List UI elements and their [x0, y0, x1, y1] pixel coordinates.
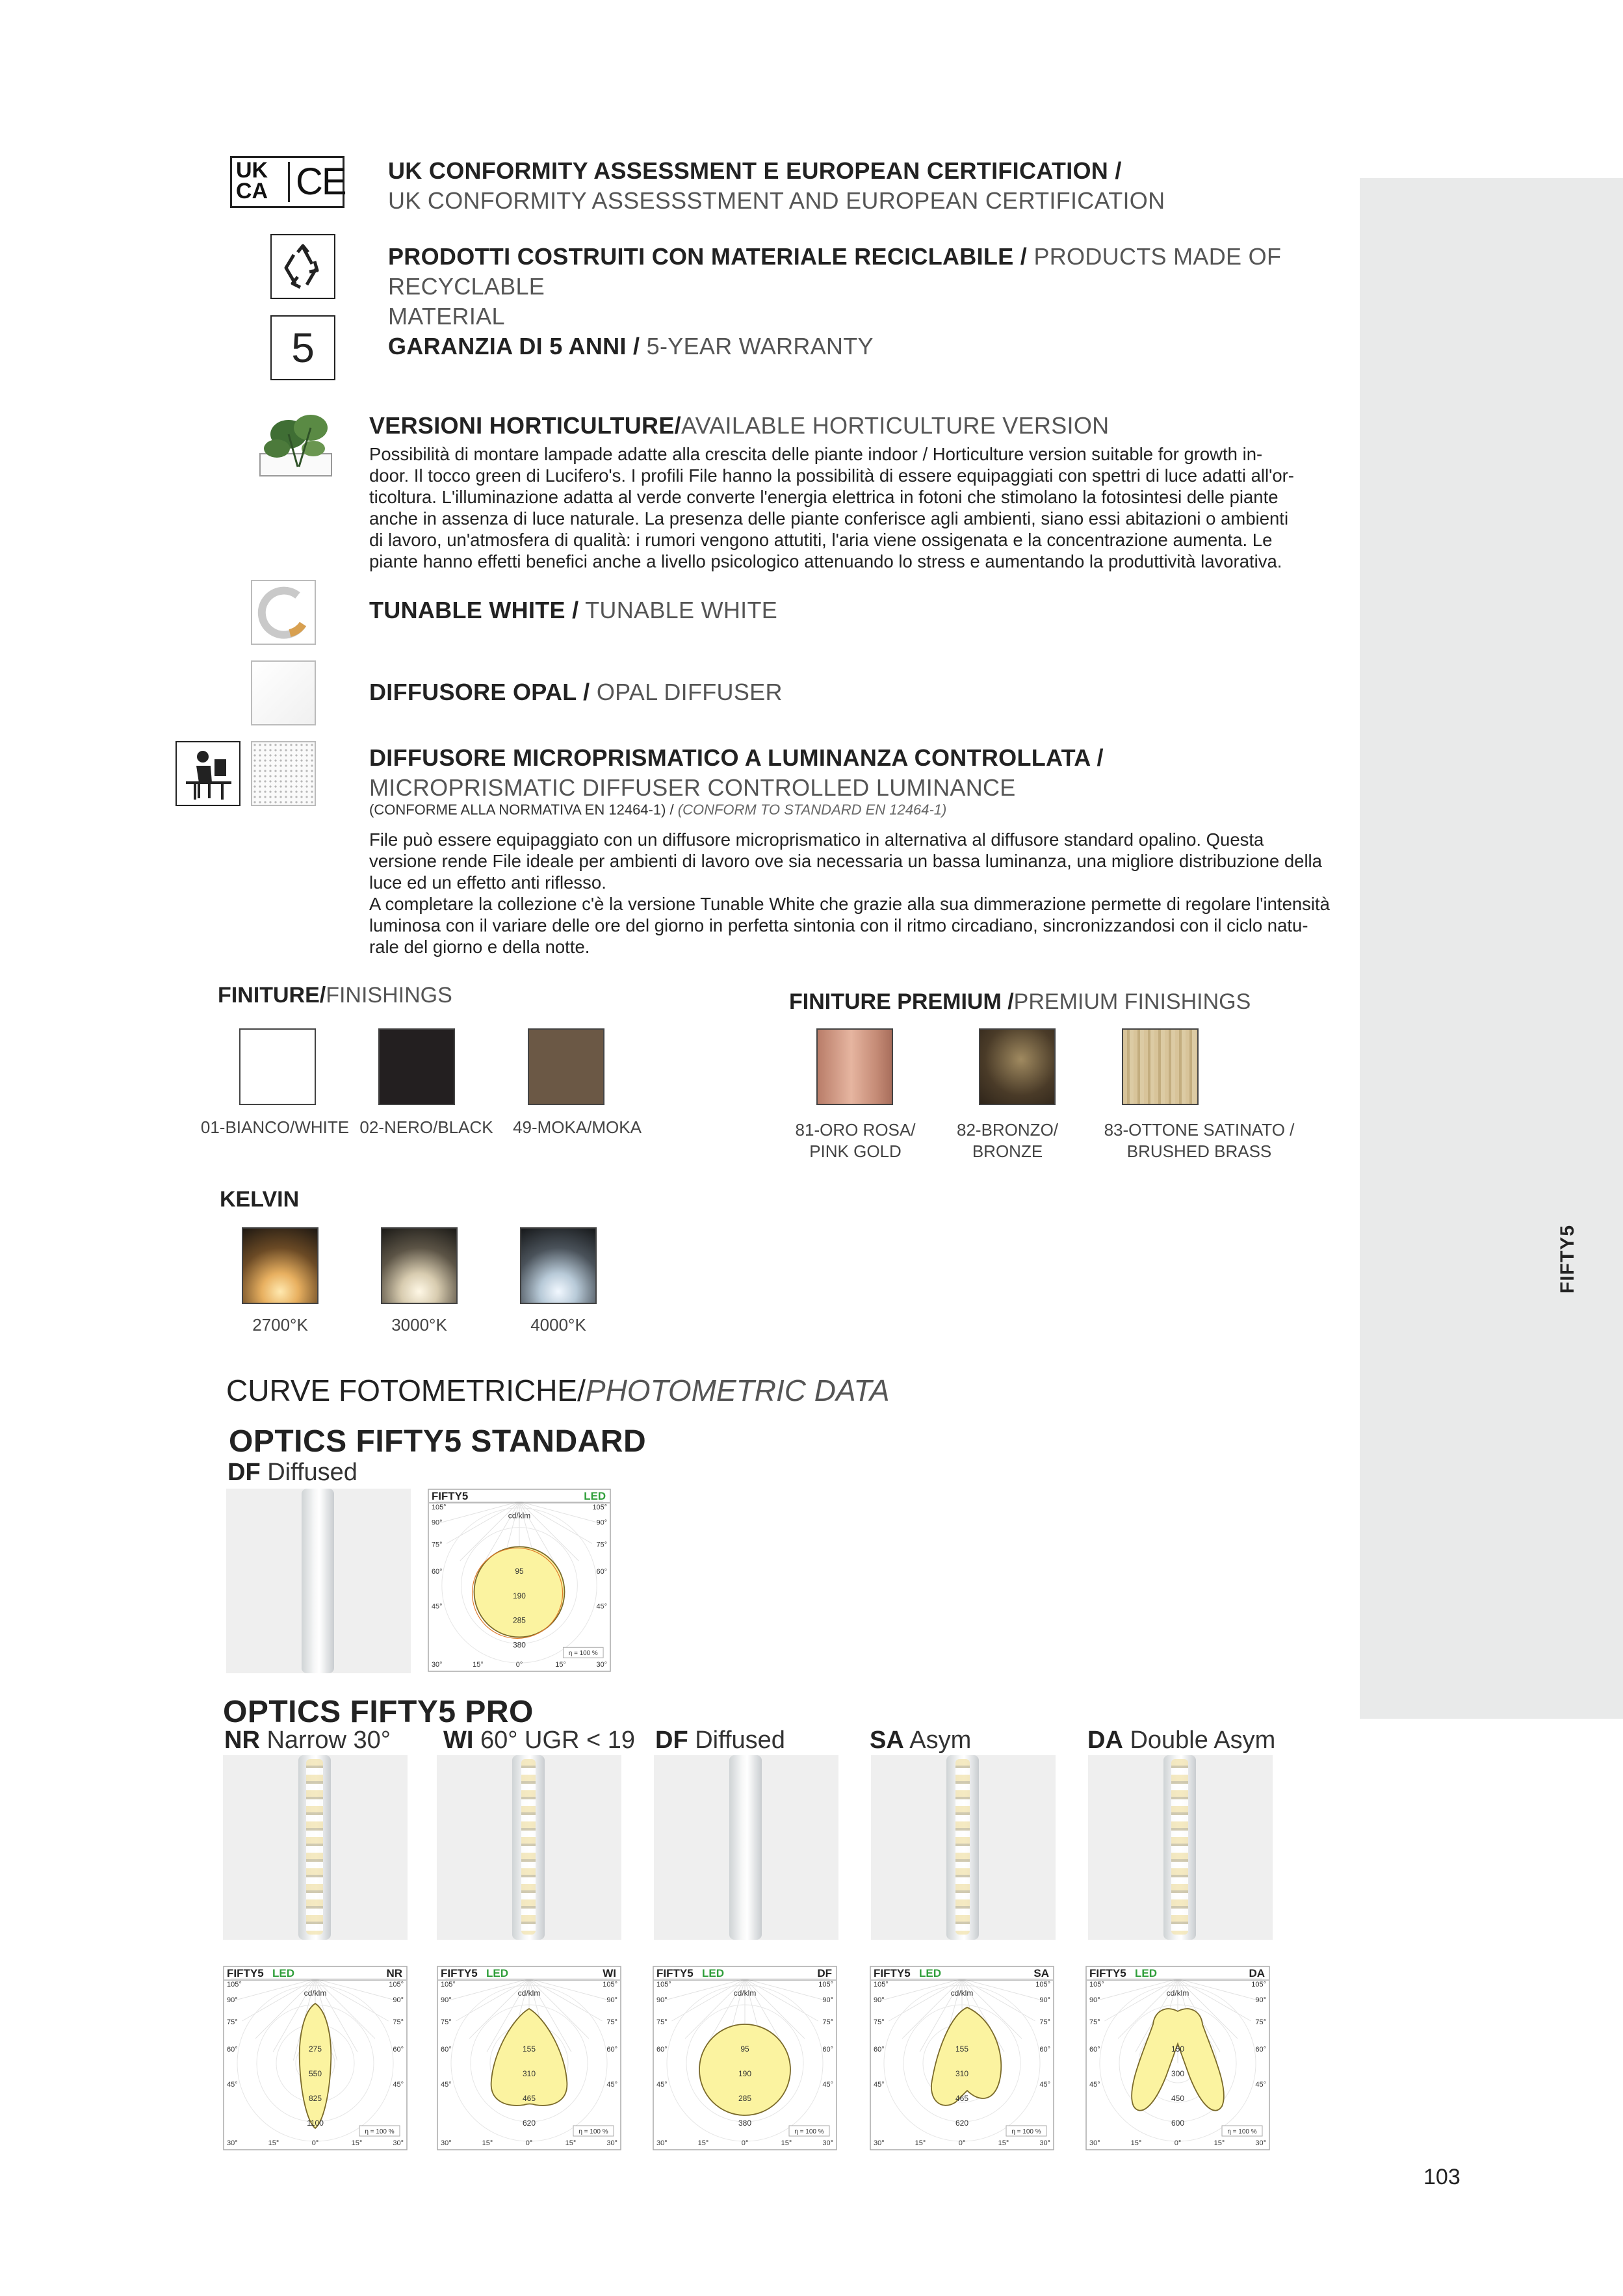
polar-angle-left: 105°	[441, 1981, 456, 1989]
premium-label-line-2: BRONZE	[972, 1141, 1043, 1161]
polar-brand: FIFTY5	[441, 1967, 478, 1979]
polar-angle-bottom: 30°	[822, 2139, 833, 2147]
polar-angle-right: 60°	[1255, 2046, 1266, 2054]
polar-angle-left: 45°	[656, 2081, 668, 2089]
microprism-title	[369, 743, 1344, 803]
polar-value-label: 620	[955, 2119, 969, 2128]
standard-df-name: Diffused	[267, 1459, 357, 1486]
polar-angle-left: 90°	[874, 1996, 885, 2004]
polar-brand: FIFTY5	[431, 1489, 469, 1502]
polar-angle-left: 75°	[441, 2018, 452, 2026]
polar-value-label: 95	[740, 2044, 749, 2054]
polar-angle-left: 45°	[1089, 2081, 1100, 2089]
ukca-mark-line-2: CA	[236, 179, 268, 203]
led-strip	[306, 1759, 323, 1935]
horticulture-line: ticoltura. L'illuminazione adatta al verde converte l'energia elettrica in fotoni che stimolano la fotosintesi delle piante	[369, 487, 1279, 507]
polar-angle-right: 75°	[596, 1541, 608, 1549]
polar-angle-right: 90°	[606, 1996, 617, 2004]
premium-title-bold: FINITURE PREMIUM /	[789, 989, 1014, 1014]
kelvin-swatch-4000	[520, 1227, 597, 1304]
polar-led: LED	[919, 1967, 941, 1979]
polar-angle-bottom: 15°	[482, 2139, 493, 2147]
ukca-title	[388, 156, 1331, 216]
polar-angle-bottom: 30°	[874, 2139, 885, 2147]
polar-eta: η = 100 %	[1227, 2128, 1257, 2135]
polar-angle-bottom: 15°	[268, 2139, 279, 2147]
premium-finishings-title	[789, 989, 1251, 1015]
horticulture-line: door. Il tocco green di Lucifero's. I profili File hanno la possibilità di essere equipaggiati con spettri di luce adatti all'or-	[369, 465, 1294, 486]
polar-code: DA	[1249, 1967, 1265, 1979]
polar-angle-left: 75°	[431, 1541, 443, 1549]
polar-angle-bottom: 15°	[555, 1661, 566, 1669]
polar-brand: FIFTY5	[656, 1967, 694, 1979]
polar-value-label: 380	[738, 2119, 752, 2128]
polar-angle-bottom: 15°	[565, 2139, 577, 2147]
polar-angle-left: 105°	[874, 1981, 889, 1989]
polar-svg	[653, 1966, 837, 2150]
polar-angle-bottom: 15°	[998, 2139, 1009, 2147]
polar-unit: cd/klm	[1166, 1989, 1189, 1998]
polar-angle-right: 45°	[596, 1602, 608, 1611]
premium-label-pink-gold	[777, 1119, 933, 1162]
microprism-title-light: MICROPRISMATIC DIFFUSER CONTROLLED LUMINANCE	[369, 774, 1016, 801]
polar-svg	[870, 1966, 1054, 2150]
finish-swatch-white	[239, 1028, 316, 1105]
polar-angle-bottom: 0°	[525, 2139, 533, 2147]
polar-led: LED	[702, 1967, 724, 1979]
standard-df-polar-chart	[428, 1489, 611, 1672]
pro-nr-heading	[224, 1727, 391, 1755]
pro-wi-product-image	[437, 1755, 621, 1940]
polar-angle-left: 60°	[227, 2046, 238, 2054]
tunable-title	[369, 595, 1344, 625]
pro-df-product-image	[654, 1755, 838, 1940]
polar-eta: η = 100 %	[578, 2128, 608, 2135]
polar-value-label: 550	[308, 2069, 322, 2078]
polar-angle-right: 45°	[1039, 2081, 1050, 2089]
premium-swatch-pink-gold	[816, 1028, 893, 1105]
horticulture-title	[369, 411, 1344, 441]
finish-swatch-black	[378, 1028, 455, 1105]
polar-angle-right: 60°	[822, 2046, 833, 2054]
polar-angle-bottom: 0°	[1174, 2139, 1182, 2147]
horticulture-title-light: AVAILABLE HORTICULTURE VERSION	[681, 412, 1110, 439]
diffused-tube	[302, 1489, 334, 1673]
polar-angle-right: 90°	[393, 1996, 404, 2004]
microprism-norm	[369, 801, 1344, 819]
premium-label-line-2: BRUSHED BRASS	[1126, 1141, 1272, 1161]
polar-angle-right: 75°	[822, 2018, 833, 2026]
pro-wi-polar-chart	[437, 1966, 621, 2150]
polar-angle-bottom: 30°	[596, 1661, 608, 1669]
plant-icon	[259, 408, 338, 477]
polar-angle-bottom: 30°	[227, 2139, 238, 2147]
pro-da-product-image	[1088, 1755, 1273, 1940]
polar-value-label: 95	[515, 1567, 524, 1576]
polar-angle-left: 45°	[431, 1602, 443, 1611]
polar-angle-right: 75°	[1255, 2018, 1266, 2026]
polar-eta: η = 100 %	[1011, 2128, 1041, 2135]
polar-angle-left: 105°	[431, 1503, 447, 1511]
polar-brand: FIFTY5	[1089, 1967, 1126, 1979]
polar-led: LED	[1135, 1967, 1157, 1979]
polar-angle-left: 90°	[441, 1996, 452, 2004]
polar-angle-left: 75°	[1089, 2018, 1100, 2026]
polar-angle-bottom: 30°	[393, 2139, 404, 2147]
kelvin-label-2700: 2700°K	[252, 1315, 308, 1335]
tunable-title-bold: TUNABLE WHITE /	[369, 597, 579, 623]
pro-da-code: DA	[1087, 1727, 1123, 1754]
warranty-title-bold: GARANZIA DI 5 ANNI /	[388, 333, 640, 359]
polar-angle-right: 90°	[1039, 1996, 1050, 2004]
pro-da-name: Double Asym	[1130, 1727, 1276, 1754]
polar-angle-bottom: 30°	[1255, 2139, 1266, 2147]
polar-angle-bottom: 30°	[656, 2139, 668, 2147]
horticulture-line: di lavoro, un'atmosfera di qualità: i rumori vengono attutiti, l'aria viene ossigenata e la concentrazione aumenta. Le	[369, 530, 1273, 550]
warranty-title-light: 5-YEAR WARRANTY	[646, 333, 874, 359]
polar-angle-bottom: 15°	[473, 1661, 484, 1669]
opal-diffuser-icon	[251, 660, 316, 725]
polar-svg	[1085, 1966, 1270, 2150]
polar-unit: cd/klm	[950, 1989, 974, 1998]
polar-value-label: 310	[955, 2069, 969, 2078]
warranty-title	[388, 332, 1331, 361]
polar-svg	[437, 1966, 621, 2150]
diffused-tube	[729, 1755, 762, 1940]
photometric-title-italic: PHOTOMETRIC DATA	[585, 1374, 890, 1407]
polar-value-label: 450	[1171, 2094, 1185, 2103]
polar-angle-bottom: 0°	[515, 1661, 523, 1669]
polar-eta: η = 100 %	[568, 1650, 598, 1658]
polar-angle-bottom: 0°	[958, 2139, 966, 2147]
polar-unit: cd/klm	[508, 1511, 531, 1520]
polar-code: DF	[817, 1967, 832, 1979]
microprism-line: luce ed un effetto anti riflesso.	[369, 872, 606, 893]
polar-value-label: 465	[522, 2094, 536, 2103]
polar-value-label: 300	[1171, 2069, 1185, 2078]
pro-nr-polar-chart	[223, 1966, 408, 2150]
polar-angle-left: 90°	[227, 1996, 238, 2004]
polar-value-label: 620	[522, 2119, 536, 2128]
pro-sa-code: SA	[870, 1727, 904, 1754]
ukca-ce-icon	[230, 156, 344, 208]
premium-swatch-brass	[1122, 1028, 1199, 1105]
pro-df-code: DF	[655, 1727, 688, 1754]
microprism-line: A completare la collezione c'è la versione Tunable White che grazie alla sua dimmerazione permette di regolare l'intensità	[369, 894, 1330, 914]
polar-angle-right: 45°	[1255, 2081, 1266, 2089]
premium-swatch-bronze	[979, 1028, 1056, 1105]
polar-angle-right: 105°	[603, 1981, 617, 1989]
premium-label-brass	[1092, 1119, 1306, 1162]
pro-nr-code: NR	[224, 1727, 260, 1754]
pro-sa-product-image	[871, 1755, 1056, 1940]
polar-angle-bottom: 30°	[431, 1661, 443, 1669]
polar-angle-bottom: 0°	[741, 2139, 749, 2147]
polar-value-label: 1100	[307, 2119, 324, 2128]
standard-df-code: DF	[227, 1459, 261, 1486]
polar-angle-left: 105°	[656, 1981, 671, 1989]
finishings-title-light: FINISHINGS	[326, 983, 452, 1008]
polar-led: LED	[486, 1967, 508, 1979]
polar-angle-right: 45°	[822, 2081, 833, 2089]
polar-value-label: 190	[513, 1591, 526, 1600]
recycle-title	[388, 242, 1331, 332]
polar-value-label: 600	[1171, 2119, 1185, 2128]
polar-angle-bottom: 15°	[697, 2139, 709, 2147]
optics-pro-title: OPTICS FIFTY5 PRO	[223, 1695, 534, 1729]
pro-df-polar-chart	[653, 1966, 837, 2150]
pro-da-polar-chart	[1085, 1966, 1270, 2150]
microprism-norm-caps: (CONFORME ALLA NORMATIVA EN 12464-1) /	[369, 802, 674, 818]
polar-angle-right: 90°	[596, 1519, 608, 1527]
pro-wi-heading	[443, 1727, 635, 1755]
polar-angle-right: 45°	[393, 2081, 404, 2089]
polar-angle-bottom: 15°	[351, 2139, 363, 2147]
polar-angle-bottom: 30°	[441, 2139, 452, 2147]
standard-df-product-image	[226, 1489, 411, 1673]
tunable-white-icon	[251, 580, 316, 645]
polar-angle-right: 105°	[592, 1503, 608, 1511]
polar-angle-right: 60°	[596, 1568, 608, 1576]
polar-unit: cd/klm	[304, 1989, 327, 1998]
ukca-divider	[288, 162, 290, 202]
led-strip	[955, 1759, 970, 1935]
finish-label-black: 02-NERO/BLACK	[359, 1117, 493, 1137]
polar-angle-left: 90°	[431, 1519, 443, 1527]
led-strip	[521, 1759, 536, 1935]
ukca-mark-line-1: UK	[236, 158, 268, 183]
microprism-diffuser-icon	[251, 741, 316, 806]
ukca-mark	[236, 160, 285, 204]
polar-code: WI	[603, 1967, 616, 1979]
opal-title-bold: DIFFUSORE OPAL /	[369, 679, 590, 705]
polar-value-label: 285	[738, 2094, 752, 2103]
photometric-title	[226, 1373, 890, 1408]
polar-code: NR	[386, 1967, 402, 1979]
polar-value-label: 285	[513, 1615, 526, 1625]
kelvin-label-4000: 4000°K	[530, 1315, 586, 1335]
pro-wi-name: 60° UGR < 19	[480, 1727, 636, 1754]
page-number: 103	[1423, 2165, 1461, 2189]
polar-angle-right: 60°	[606, 2046, 617, 2054]
opal-title	[369, 677, 1344, 707]
kelvin-swatch-3000	[381, 1227, 458, 1304]
polar-angle-right: 105°	[389, 1981, 404, 1989]
polar-code: SA	[1033, 1967, 1049, 1979]
pro-df-heading	[655, 1727, 785, 1755]
photometric-title-normal: CURVE FOTOMETRICHE/	[226, 1374, 586, 1407]
polar-led: LED	[584, 1489, 606, 1502]
polar-value-label: 275	[308, 2044, 322, 2054]
polar-value-label: 380	[513, 1640, 526, 1650]
polar-angle-left: 60°	[874, 2046, 885, 2054]
ce-mark: CE	[296, 161, 346, 203]
microprism-line: rale del giorno e della notte.	[369, 937, 590, 957]
horticulture-line: piante hanno effetti benefici anche a livello psicologico attenuando lo stress e aumentando la produttività lavorativa.	[369, 551, 1282, 571]
horticulture-line: anche in assenza di luce naturale. La presenza delle piante conferisce agli ambienti, siano essi abitazioni o ambienti	[369, 508, 1289, 528]
pro-nr-name: Narrow 30°	[266, 1727, 391, 1754]
polar-angle-right: 45°	[606, 2081, 617, 2089]
polar-svg	[223, 1966, 408, 2150]
pro-sa-heading	[870, 1727, 971, 1755]
polar-angle-bottom: 15°	[915, 2139, 926, 2147]
recycle-icon	[270, 234, 335, 299]
polar-unit: cd/klm	[517, 1989, 541, 1998]
polar-angle-right: 105°	[818, 1981, 833, 1989]
polar-angle-right: 105°	[1035, 1981, 1050, 1989]
pro-nr-product-image	[223, 1755, 408, 1940]
polar-angle-left: 90°	[1089, 1996, 1100, 2004]
finishings-title	[218, 983, 452, 1008]
kelvin-title: KELVIN	[220, 1187, 300, 1212]
polar-angle-right: 75°	[1039, 2018, 1050, 2026]
polar-angle-left: 45°	[227, 2081, 238, 2089]
polar-angle-left: 105°	[227, 1981, 242, 1989]
polar-value-label: 465	[955, 2094, 969, 2103]
microprism-line: luminosa con il variare delle ore del giorno in perfetta sintonia con il ritmo circadiano, sincronizzandosi con il ciclo natu-	[369, 915, 1308, 935]
polar-angle-bottom: 30°	[606, 2139, 617, 2147]
polar-eta: η = 100 %	[794, 2128, 824, 2135]
horticulture-text	[369, 443, 1344, 572]
polar-value-label: 155	[955, 2044, 969, 2054]
polar-angle-bottom: 30°	[1039, 2139, 1050, 2147]
polar-unit: cd/klm	[733, 1989, 757, 1998]
polar-value-label: 825	[308, 2094, 322, 2103]
pro-df-name: Diffused	[695, 1727, 785, 1754]
finish-label-white: 01-BIANCO/WHITE	[200, 1117, 350, 1137]
finishings-title-bold: FINITURE/	[218, 983, 326, 1008]
office-worker-icon	[175, 741, 240, 806]
microprism-norm-italic: (CONFORM TO STANDARD EN 12464-1)	[677, 802, 947, 818]
warranty-icon	[270, 315, 335, 380]
polar-angle-left: 60°	[656, 2046, 668, 2054]
polar-angle-left: 75°	[656, 2018, 668, 2026]
microprism-line: versione rende File ideale per ambienti di lavoro ove sia necessaria un bassa luminanza, una migliore distribuzione della	[369, 851, 1322, 871]
recycle-title-bold: PRODOTTI COSTRUITI CON MATERIALE RECICLABILE /	[388, 243, 1028, 270]
polar-angle-left: 45°	[874, 2081, 885, 2089]
premium-label-line-1: 83-OTTONE SATINATO /	[1104, 1120, 1295, 1140]
pro-sa-polar-chart	[870, 1966, 1054, 2150]
polar-angle-left: 90°	[656, 1996, 668, 2004]
standard-df-heading	[227, 1459, 357, 1487]
sidebar-panel	[1360, 178, 1623, 1719]
polar-angle-right: 75°	[606, 2018, 617, 2026]
polar-angle-right: 60°	[393, 2046, 404, 2054]
microprism-text	[369, 829, 1344, 958]
finish-label-moka: 49-MOKA/MOKA	[513, 1117, 642, 1137]
polar-angle-left: 75°	[874, 2018, 885, 2026]
polar-angle-right: 75°	[393, 2018, 404, 2026]
polar-angle-bottom: 15°	[1214, 2139, 1225, 2147]
kelvin-label-3000: 3000°K	[391, 1315, 447, 1335]
polar-value-label: 190	[738, 2069, 752, 2078]
premium-label-line-1: 82-BRONZO/	[956, 1120, 1059, 1140]
polar-angle-left: 105°	[1089, 1981, 1104, 1989]
polar-angle-left: 75°	[227, 2018, 238, 2026]
polar-value-label: 155	[522, 2044, 536, 2054]
led-strip	[1171, 1759, 1188, 1935]
recycle-title-light-1: PRODUCTS MADE OF RECYCLABLE	[388, 243, 1282, 300]
polar-led: LED	[272, 1967, 294, 1979]
pro-da-heading	[1087, 1727, 1275, 1755]
warranty-icon-number: 5	[291, 324, 315, 371]
recycle-title-light-2: MATERIAL	[388, 303, 505, 330]
premium-label-line-1: 81-ORO ROSA/	[795, 1120, 916, 1140]
polar-angle-right: 90°	[822, 1996, 833, 2004]
polar-angle-left: 60°	[431, 1568, 443, 1576]
polar-eta: η = 100 %	[365, 2128, 395, 2135]
polar-angle-right: 60°	[1039, 2046, 1050, 2054]
microprism-title-bold: DIFFUSORE MICROPRISMATICO A LUMINANZA CONTROLLATA /	[369, 744, 1104, 771]
polar-angle-bottom: 30°	[1089, 2139, 1100, 2147]
polar-angle-bottom: 15°	[781, 2139, 792, 2147]
polar-angle-bottom: 15°	[1130, 2139, 1142, 2147]
pro-sa-name: Asym	[909, 1727, 972, 1754]
pro-wi-code: WI	[443, 1727, 474, 1754]
microprism-line: File può essere equipaggiato con un diffusore microprismatico in alternativa al diffusore standard opalino. Questa	[369, 829, 1264, 850]
ukca-title-bold: UK CONFORMITY ASSESSMENT E EUROPEAN CERTIFICATION /	[388, 157, 1122, 184]
tunable-title-light: TUNABLE WHITE	[585, 597, 778, 623]
polar-angle-right: 105°	[1251, 1981, 1266, 1989]
polar-svg	[428, 1489, 611, 1672]
polar-angle-left: 60°	[1089, 2046, 1100, 2054]
ukca-title-light: UK CONFORMITY ASSESSSTMENT AND EUROPEAN CERTIFICATION	[388, 187, 1165, 214]
polar-angle-left: 60°	[441, 2046, 452, 2054]
opal-title-light: OPAL DIFFUSER	[596, 679, 783, 705]
horticulture-title-bold: VERSIONI HORTICULTURE/	[369, 412, 681, 439]
polar-angle-right: 90°	[1255, 1996, 1266, 2004]
premium-label-bronze	[929, 1119, 1085, 1162]
optics-standard-title: OPTICS FIFTY5 STANDARD	[229, 1424, 647, 1459]
polar-angle-left: 45°	[441, 2081, 452, 2089]
polar-value-label: 310	[522, 2069, 536, 2078]
finish-swatch-moka	[528, 1028, 604, 1105]
polar-angle-bottom: 0°	[311, 2139, 319, 2147]
polar-value-label: 150	[1171, 2044, 1185, 2054]
polar-brand: FIFTY5	[874, 1967, 911, 1979]
kelvin-swatch-2700	[242, 1227, 318, 1304]
premium-title-light: PREMIUM FINISHINGS	[1013, 989, 1251, 1014]
premium-label-line-2: PINK GOLD	[809, 1141, 902, 1161]
polar-brand: FIFTY5	[227, 1967, 264, 1979]
horticulture-line: Possibilità di montare lampade adatte alla crescita delle piante indoor / Horticulture version suitable for growth in-	[369, 444, 1263, 464]
sidebar-product-label: FIFTY5	[1557, 1224, 1578, 1294]
